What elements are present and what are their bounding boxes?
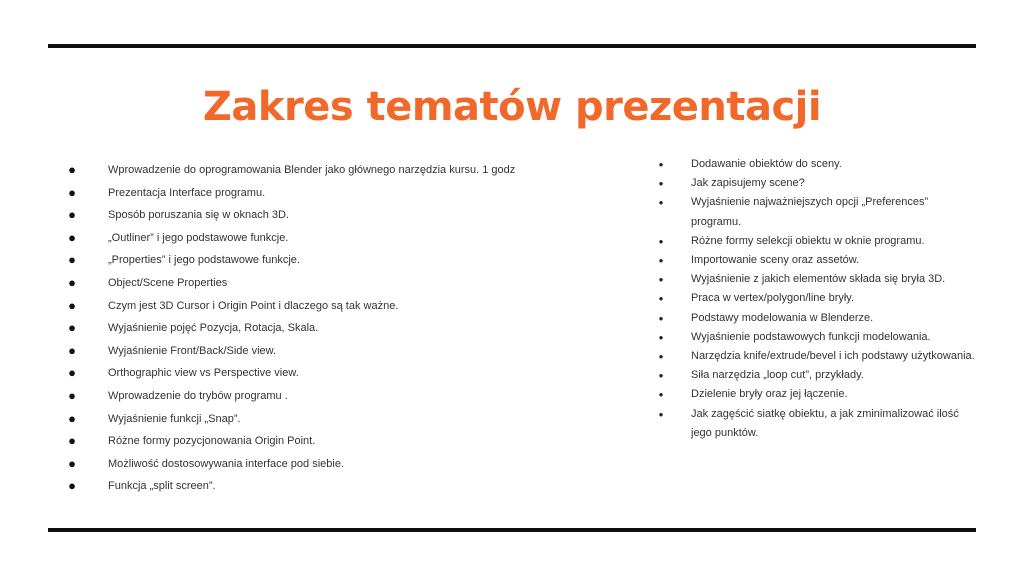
right-item-text: Różne formy selekcji obiektu w oknie programu. [691, 234, 925, 247]
bullet-icon: ● [658, 256, 664, 266]
bottom-divider [48, 528, 976, 532]
left-item-text: Funkcja „split screen”. [108, 480, 216, 493]
bullet-icon: ● [68, 252, 76, 268]
left-item-text: Object/Scene Properties [108, 276, 228, 289]
right-item-text: Siła narzędzia „loop cut”, przykłady. [691, 369, 864, 382]
bullet-icon: ● [658, 179, 664, 189]
bullet-icon: ● [68, 297, 76, 313]
right-item-text: Wyjaśnienie najważniejszych opcji „Preferences” programu. [691, 196, 929, 228]
left-item-text: Wprowadzenie do trybów programu . [108, 389, 288, 402]
left-list-item [66, 343, 526, 366]
right-item-text: Wyjaśnienie z jakich elementów składa się bryła 3D. [691, 273, 946, 286]
bullet-icon: ● [68, 365, 76, 381]
left-item-text: Wyjaśnienie Front/Back/Side view. [108, 344, 277, 357]
left-list-item [66, 207, 526, 230]
left-list-item [66, 388, 526, 411]
right-list-item [655, 328, 985, 347]
right-list-item [655, 289, 985, 308]
left-item-text: Sposób poruszania się w oknach 3D. [108, 209, 289, 222]
right-item-text: Importowanie sceny oraz assetów. [691, 254, 860, 267]
bullet-icon: ● [68, 433, 76, 449]
left-list-item [66, 162, 526, 185]
slide-title: Zakres tematów prezentacji [202, 84, 822, 130]
bullet-icon: ● [658, 313, 664, 323]
bullet-icon: ● [68, 320, 76, 336]
bullet-icon: ● [658, 294, 664, 304]
bullet-icon: ● [68, 410, 76, 426]
right-topic-list [655, 155, 985, 443]
bullet-icon: ● [68, 478, 76, 494]
right-list-item [655, 270, 985, 289]
bullet-icon: ● [658, 352, 664, 362]
bullet-icon: ● [68, 162, 76, 177]
bullet-icon: ● [68, 207, 76, 223]
left-list-item [66, 275, 526, 298]
right-item-text: Narzędzia knife/extrude/bevel i ich podstawy użytkowania. [691, 350, 975, 363]
right-item-text: Jak zapisujemy scene? [691, 177, 805, 190]
bullet-icon: ● [68, 455, 76, 471]
left-item-text: Możliwość dostosowywania interface pod siebie. [108, 457, 345, 470]
bullet-icon: ● [658, 332, 664, 342]
left-list-item [66, 320, 526, 343]
left-item-text: Prezentacja Interface programu. [108, 186, 266, 199]
left-list-item [66, 411, 526, 434]
left-item-text: Różne formy pozycjonowania Origin Point. [108, 435, 316, 448]
left-list-item [66, 230, 526, 253]
right-list-item [655, 385, 985, 404]
left-item-text: „Properties” i jego podstawowe funkcje. [108, 254, 300, 267]
right-list-item [655, 405, 985, 443]
right-list-item [655, 155, 985, 174]
right-item-text: Praca w vertex/polygon/line bryły. [691, 292, 855, 305]
left-list-item [66, 298, 526, 321]
right-list-item [655, 347, 985, 366]
bullet-icon: ● [68, 387, 76, 403]
right-item-text: Wyjaśnienie podstawowych funkcji modelowania. [691, 330, 931, 343]
right-item-text: Dzielenie bryły oraz jej łączenie. [691, 388, 848, 401]
bullet-icon: ● [658, 409, 664, 419]
right-item-text: Podstawy modelowania w Blenderze. [691, 311, 874, 324]
left-list-item [66, 185, 526, 208]
right-item-text: Jak zagęścić siatkę obiektu, a jak zminimalizować ilość jego punktów. [691, 407, 959, 439]
top-divider [48, 44, 976, 48]
left-item-text: Wyjaśnienie pojęć Pozycja, Rotacja, Skala. [108, 322, 319, 335]
right-list-item [655, 193, 985, 231]
left-list-item [66, 456, 526, 479]
left-topic-list [66, 162, 526, 501]
left-list-item [66, 252, 526, 275]
left-item-text: „Outliner” i jego podstawowe funkcje. [108, 231, 289, 244]
bullet-icon: ● [658, 160, 664, 169]
bullet-icon: ● [658, 275, 664, 285]
right-list-item [655, 232, 985, 251]
left-item-text: Wyjaśnienie funkcji „Snap”. [108, 412, 241, 425]
bullet-icon: ● [68, 229, 76, 245]
right-item-text: Dodawanie obiektów do sceny. [691, 158, 842, 170]
bullet-icon: ● [68, 274, 76, 290]
left-list-item [66, 478, 526, 501]
right-list-item [655, 309, 985, 328]
bullet-icon: ● [658, 371, 664, 381]
bullet-icon: ● [68, 342, 76, 358]
bullet-icon: ● [658, 236, 664, 246]
right-list-item [655, 251, 985, 270]
left-item-text: Czym jest 3D Cursor i Origin Point i dlaczego są tak ważne. [108, 299, 399, 312]
left-item-text: Orthographic view vs Perspective view. [108, 367, 299, 380]
left-list-item [66, 433, 526, 456]
right-list-item [655, 174, 985, 193]
bullet-icon: ● [658, 198, 664, 208]
right-list-item [655, 366, 985, 385]
left-list-item [66, 365, 526, 388]
left-item-text: Wprowadzenie do oprogramowania Blender jako głównego narzędzia kursu. 1 godz [108, 164, 516, 176]
bullet-icon: ● [68, 184, 76, 200]
bullet-icon: ● [658, 390, 664, 400]
